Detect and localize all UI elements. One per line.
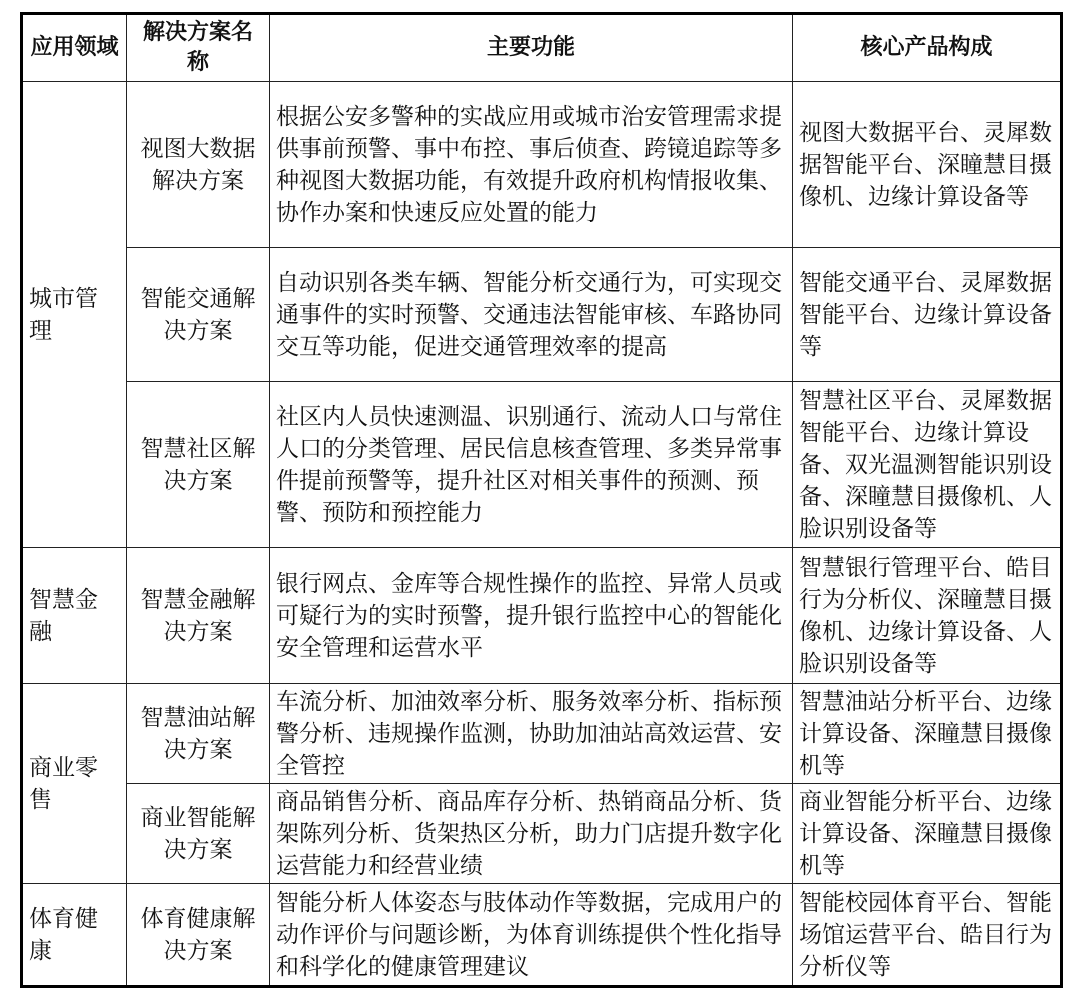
function-cell: 商品销售分析、商品库存分析、热销商品分析、货架陈列分析、货架热区分析，助力门店提升数字化运营能力和经营业绩	[270, 784, 793, 884]
solution-name-cell: 体育健康解决方案	[127, 884, 270, 987]
function-cell: 银行网点、金库等合规性操作的监控、异常人员或可疑行为的实时预警，提升银行监控中心的智能化安全管理和运营水平	[270, 548, 793, 684]
header-application-domain: 应用领域	[22, 14, 127, 82]
function-cell: 社区内人员快速测温、识别通行、流动人口与常住人口的分类管理、居民信息核查管理、多类异常事件提前预警等，提升社区对相关事件的预测、预警、预防和预控能力	[270, 382, 793, 548]
solution-name-cell: 视图大数据解决方案	[127, 82, 270, 248]
solution-name-cell: 商业智能解决方案	[127, 784, 270, 884]
solution-name-cell: 智慧社区解决方案	[127, 382, 270, 548]
solution-name-cell: 智慧金融解决方案	[127, 548, 270, 684]
products-cell: 智慧社区平台、灵犀数据智能平台、边缘计算设备、双光温测智能识别设备、深瞳慧目摄像机、人脸识别设备等	[793, 382, 1062, 548]
domain-cell: 体育健康	[22, 884, 127, 987]
solutions-table	[20, 12, 1063, 988]
domain-cell: 城市管理	[22, 82, 127, 548]
products-cell: 智能交通平台、灵犀数据智能平台、边缘计算设备等	[793, 248, 1062, 382]
table-row	[22, 684, 1062, 784]
header-solution-name: 解决方案名称	[127, 14, 270, 82]
table-row	[22, 548, 1062, 684]
table-row	[22, 82, 1062, 248]
function-cell: 根据公安多警种的实战应用或城市治安管理需求提供事前预警、事中布控、事后侦查、跨镜追踪等多种视图大数据功能，有效提升政府机构情报收集、协作办案和快速反应处置的能力	[270, 82, 793, 248]
table-row	[22, 382, 1062, 548]
products-cell: 智慧银行管理平台、皓目行为分析仪、深瞳慧目摄像机、边缘计算设备、人脸识别设备等	[793, 548, 1062, 684]
products-cell: 视图大数据平台、灵犀数据智能平台、深瞳慧目摄像机、边缘计算设备等	[793, 82, 1062, 248]
table-header-row	[22, 14, 1062, 82]
header-main-function: 主要功能	[270, 14, 793, 82]
table-row	[22, 884, 1062, 987]
solution-name-cell: 智能交通解决方案	[127, 248, 270, 382]
function-cell: 智能分析人体姿态与肢体动作等数据，完成用户的动作评价与问题诊断，为体育训练提供个性化指导和科学化的健康管理建议	[270, 884, 793, 987]
table-row	[22, 784, 1062, 884]
domain-cell: 商业零售	[22, 684, 127, 884]
domain-cell: 智慧金融	[22, 548, 127, 684]
header-core-products: 核心产品构成	[793, 14, 1062, 82]
products-cell: 商业智能分析平台、边缘计算设备、深瞳慧目摄像机等	[793, 784, 1062, 884]
function-cell: 自动识别各类车辆、智能分析交通行为，可实现交通事件的实时预警、交通违法智能审核、车路协同交互等功能，促进交通管理效率的提高	[270, 248, 793, 382]
products-cell: 智慧油站分析平台、边缘计算设备、深瞳慧目摄像机等	[793, 684, 1062, 784]
solution-name-cell: 智慧油站解决方案	[127, 684, 270, 784]
function-cell: 车流分析、加油效率分析、服务效率分析、指标预警分析、违规操作监测，协助加油站高效运营、安全管控	[270, 684, 793, 784]
products-cell: 智能校园体育平台、智能场馆运营平台、皓目行为分析仪等	[793, 884, 1062, 987]
table-row	[22, 248, 1062, 382]
